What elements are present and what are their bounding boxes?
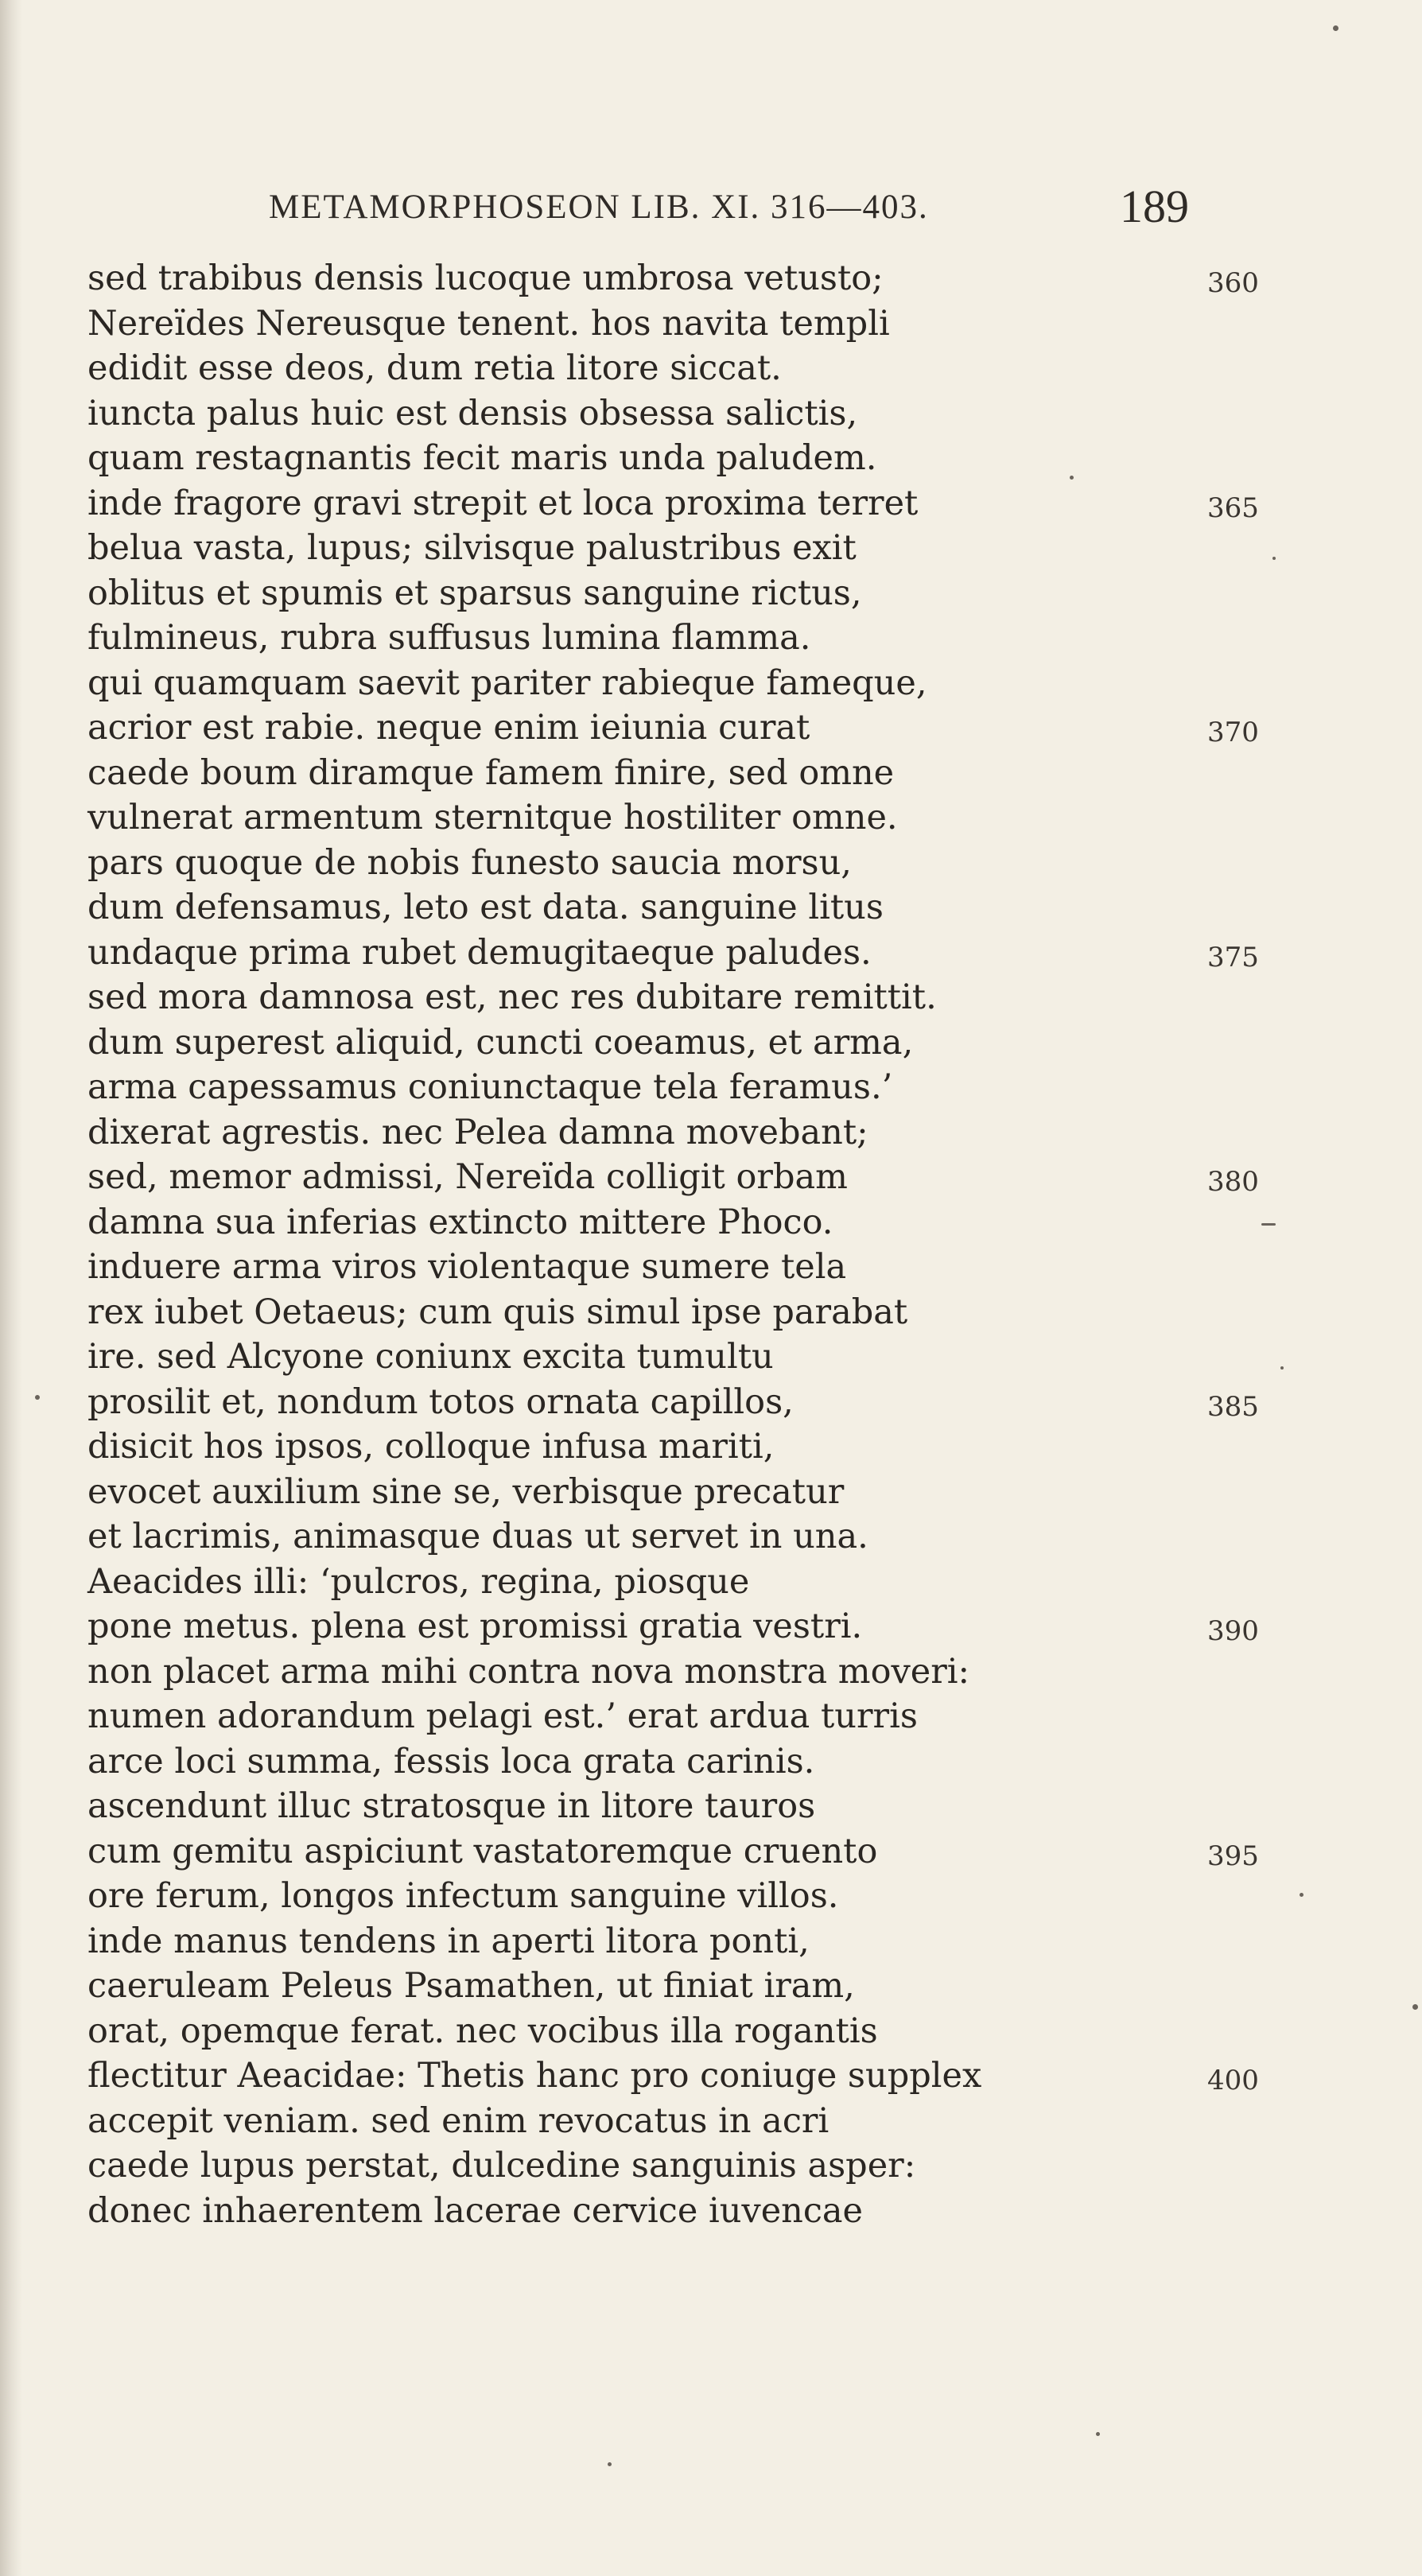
verse-line-text: sed trabibus densis lucoque umbrosa vetusto;	[87, 258, 884, 298]
running-title: METAMORPHOSEON LIB. XI. 316—403.	[269, 188, 929, 226]
verse-line	[87, 481, 1328, 526]
verse-line	[87, 256, 1328, 301]
binding-gutter-shadow	[0, 0, 22, 2576]
paper-speck	[1300, 1893, 1304, 1897]
verse-line	[87, 751, 1328, 796]
verse-line	[87, 1784, 1328, 1829]
verse-line-text: orat, opemque ferat. nec vocibus illa rogantis	[87, 2011, 878, 2051]
line-number: 365	[1207, 491, 1259, 524]
verse-line	[87, 885, 1328, 931]
verse-line-text: pars quoque de nobis funesto saucia morsu,	[87, 842, 852, 883]
verse-line	[87, 975, 1328, 1020]
verse-line	[87, 1649, 1328, 1695]
verse-line	[87, 1335, 1328, 1380]
verse-line	[87, 2053, 1328, 2099]
line-number: 395	[1207, 1840, 1259, 1872]
verse-line	[87, 1829, 1328, 1875]
verse-line	[87, 2099, 1328, 2144]
line-number: 360	[1207, 267, 1259, 299]
line-number: 380	[1207, 1166, 1259, 1198]
verse-line-text: accepit veniam. sed enim revocatus in acri	[87, 2100, 830, 2141]
verse-line-text: ascendunt illuc stratosque in litore tauros	[87, 1786, 816, 1826]
verse-line-text: edidit esse deos, dum retia litore siccat.	[87, 348, 782, 388]
verse-block	[87, 256, 1328, 2233]
verse-line-text: disicit hos ipsos, colloque infusa mariti,	[87, 1427, 775, 1467]
verse-line	[87, 1470, 1328, 1515]
verse-line	[87, 1964, 1328, 2009]
verse-line	[87, 1514, 1328, 1560]
verse-line-text: ore ferum, longos infectum sanguine villos.	[87, 1876, 839, 1916]
line-number: 385	[1207, 1390, 1259, 1423]
verse-line-text: sed, memor admissi, Nereïda colligit orbam	[87, 1157, 848, 1197]
verse-line	[87, 931, 1328, 976]
line-number: 375	[1207, 941, 1259, 973]
verse-line	[87, 1919, 1328, 1964]
line-number: 400	[1207, 2065, 1259, 2096]
verse-line-text: cum gemitu aspiciunt vastatoremque cruento	[87, 1831, 878, 1871]
verse-line	[87, 1110, 1328, 1156]
paper-speck	[1333, 25, 1338, 31]
verse-line	[87, 1245, 1328, 1290]
paper-speck	[1272, 557, 1276, 560]
verse-line-text: dum superest aliquid, cuncti coeamus, et arma,	[87, 1022, 914, 1063]
verse-line-text: caeruleam Peleus Psamathen, ut finiat iram,	[87, 1966, 855, 2006]
verse-line-text: oblitus et spumis et sparsus sanguine rictus,	[87, 573, 862, 613]
verse-line-text: undaque prima rubet demugitaeque paludes.	[87, 932, 872, 973]
verse-line-text: pone metus. plena est promissi gratia vestri.	[87, 1607, 863, 1646]
verse-line	[87, 1424, 1328, 1470]
verse-line-text: evocet auxilium sine se, verbisque precatur	[87, 1471, 845, 1512]
verse-line-text: flectitur Aeacidae: Thetis hanc pro coniuge supplex	[87, 2056, 982, 2096]
verse-line	[87, 1065, 1328, 1110]
verse-line	[87, 526, 1328, 571]
verse-line	[87, 1200, 1328, 1245]
verse-line	[87, 2143, 1328, 2189]
verse-line-text: Nereïdes Nereusque tenent. hos navita templi	[87, 303, 890, 344]
verse-line	[87, 1290, 1328, 1335]
verse-line-text: fulmineus, rubra suffusus lumina flamma.	[87, 618, 811, 658]
verse-line	[87, 436, 1328, 481]
verse-line	[87, 1020, 1328, 1066]
verse-line-text: donec inhaerentem lacerae cervice iuvencae	[87, 2190, 863, 2231]
paper-speck	[608, 2462, 612, 2466]
verse-line-text: vulnerat armentum sternitque hostiliter omne.	[87, 798, 898, 837]
verse-line-text: damna sua inferias extincto mittere Phoco.	[87, 1202, 833, 1242]
verse-line-text: arce loci summa, fessis loca grata carinis.	[87, 1741, 815, 1781]
verse-line-text: inde fragore gravi strepit et loca proxima terret	[87, 483, 919, 523]
verse-line-text: induere arma viros violentaque sumere tela	[87, 1247, 847, 1287]
paper-speck	[1070, 476, 1074, 480]
verse-line-text: rex iubet Oetaeus; cum quis simul ipse parabat	[87, 1292, 908, 1332]
verse-line	[87, 661, 1328, 706]
verse-line-text: caede boum diramque famem finire, sed omne	[87, 752, 895, 793]
verse-line	[87, 301, 1328, 347]
page-number: 189	[1120, 181, 1189, 232]
paper-speck	[1280, 1366, 1284, 1370]
paper-speck	[1412, 2004, 1418, 2010]
verse-line	[87, 346, 1328, 391]
verse-line-text: sed mora damnosa est, nec res dubitare remittit.	[87, 977, 937, 1017]
verse-line	[87, 1380, 1328, 1425]
verse-line	[87, 841, 1328, 886]
verse-line	[87, 571, 1328, 616]
verse-line	[87, 795, 1328, 841]
verse-line	[87, 2009, 1328, 2054]
verse-line	[87, 2189, 1328, 2234]
verse-line-text: numen adorandum pelagi est.’ erat ardua turris	[87, 1696, 918, 1736]
line-number: 390	[1207, 1615, 1259, 1647]
verse-line-text: et lacrimis, animasque duas ut servet in una.	[87, 1517, 868, 1556]
verse-line-text: ire. sed Alcyone coniunx excita tumultu	[87, 1337, 774, 1377]
verse-line-text: prosilit et, nondum totos ornata capillos,	[87, 1381, 794, 1422]
verse-line	[87, 616, 1328, 661]
verse-line	[87, 1604, 1328, 1649]
verse-line	[87, 1694, 1328, 1739]
paper-speck	[1261, 1223, 1276, 1226]
verse-line-text: iuncta palus huic est densis obsessa salictis,	[87, 393, 858, 433]
paper-speck	[1096, 2432, 1100, 2436]
verse-line	[87, 391, 1328, 437]
verse-line	[87, 1874, 1328, 1919]
verse-line-text: dixerat agrestis. nec Pelea damna movebant;	[87, 1112, 868, 1152]
paper-speck	[35, 1395, 40, 1400]
verse-line	[87, 705, 1328, 751]
verse-line	[87, 1155, 1328, 1200]
verse-line-text: belua vasta, lupus; silvisque palustribus exit	[87, 528, 857, 568]
verse-line-text: caede lupus perstat, dulcedine sanguinis asper:	[87, 2146, 916, 2186]
verse-line-text: arma capessamus coniunctaque tela feramus.’	[87, 1067, 893, 1107]
verse-line	[87, 1560, 1328, 1605]
verse-line-text: acrior est rabie. neque enim ieiunia curat	[87, 708, 810, 748]
verse-line	[87, 1739, 1328, 1785]
verse-line-text: qui quamquam saevit pariter rabieque fameque,	[87, 662, 927, 703]
verse-line-text: quam restagnantis fecit maris unda paludem.	[87, 438, 877, 478]
verse-line-text: Aeacides illi: ‘pulcros, regina, piosque	[87, 1561, 750, 1602]
line-number: 370	[1207, 717, 1259, 748]
verse-line-text: dum defensamus, leto est data. sanguine litus	[87, 888, 884, 927]
verse-line-text: inde manus tendens in aperti litora ponti,	[87, 1921, 810, 1961]
verse-line-text: non placet arma mihi contra nova monstra moveri:	[87, 1651, 969, 1692]
